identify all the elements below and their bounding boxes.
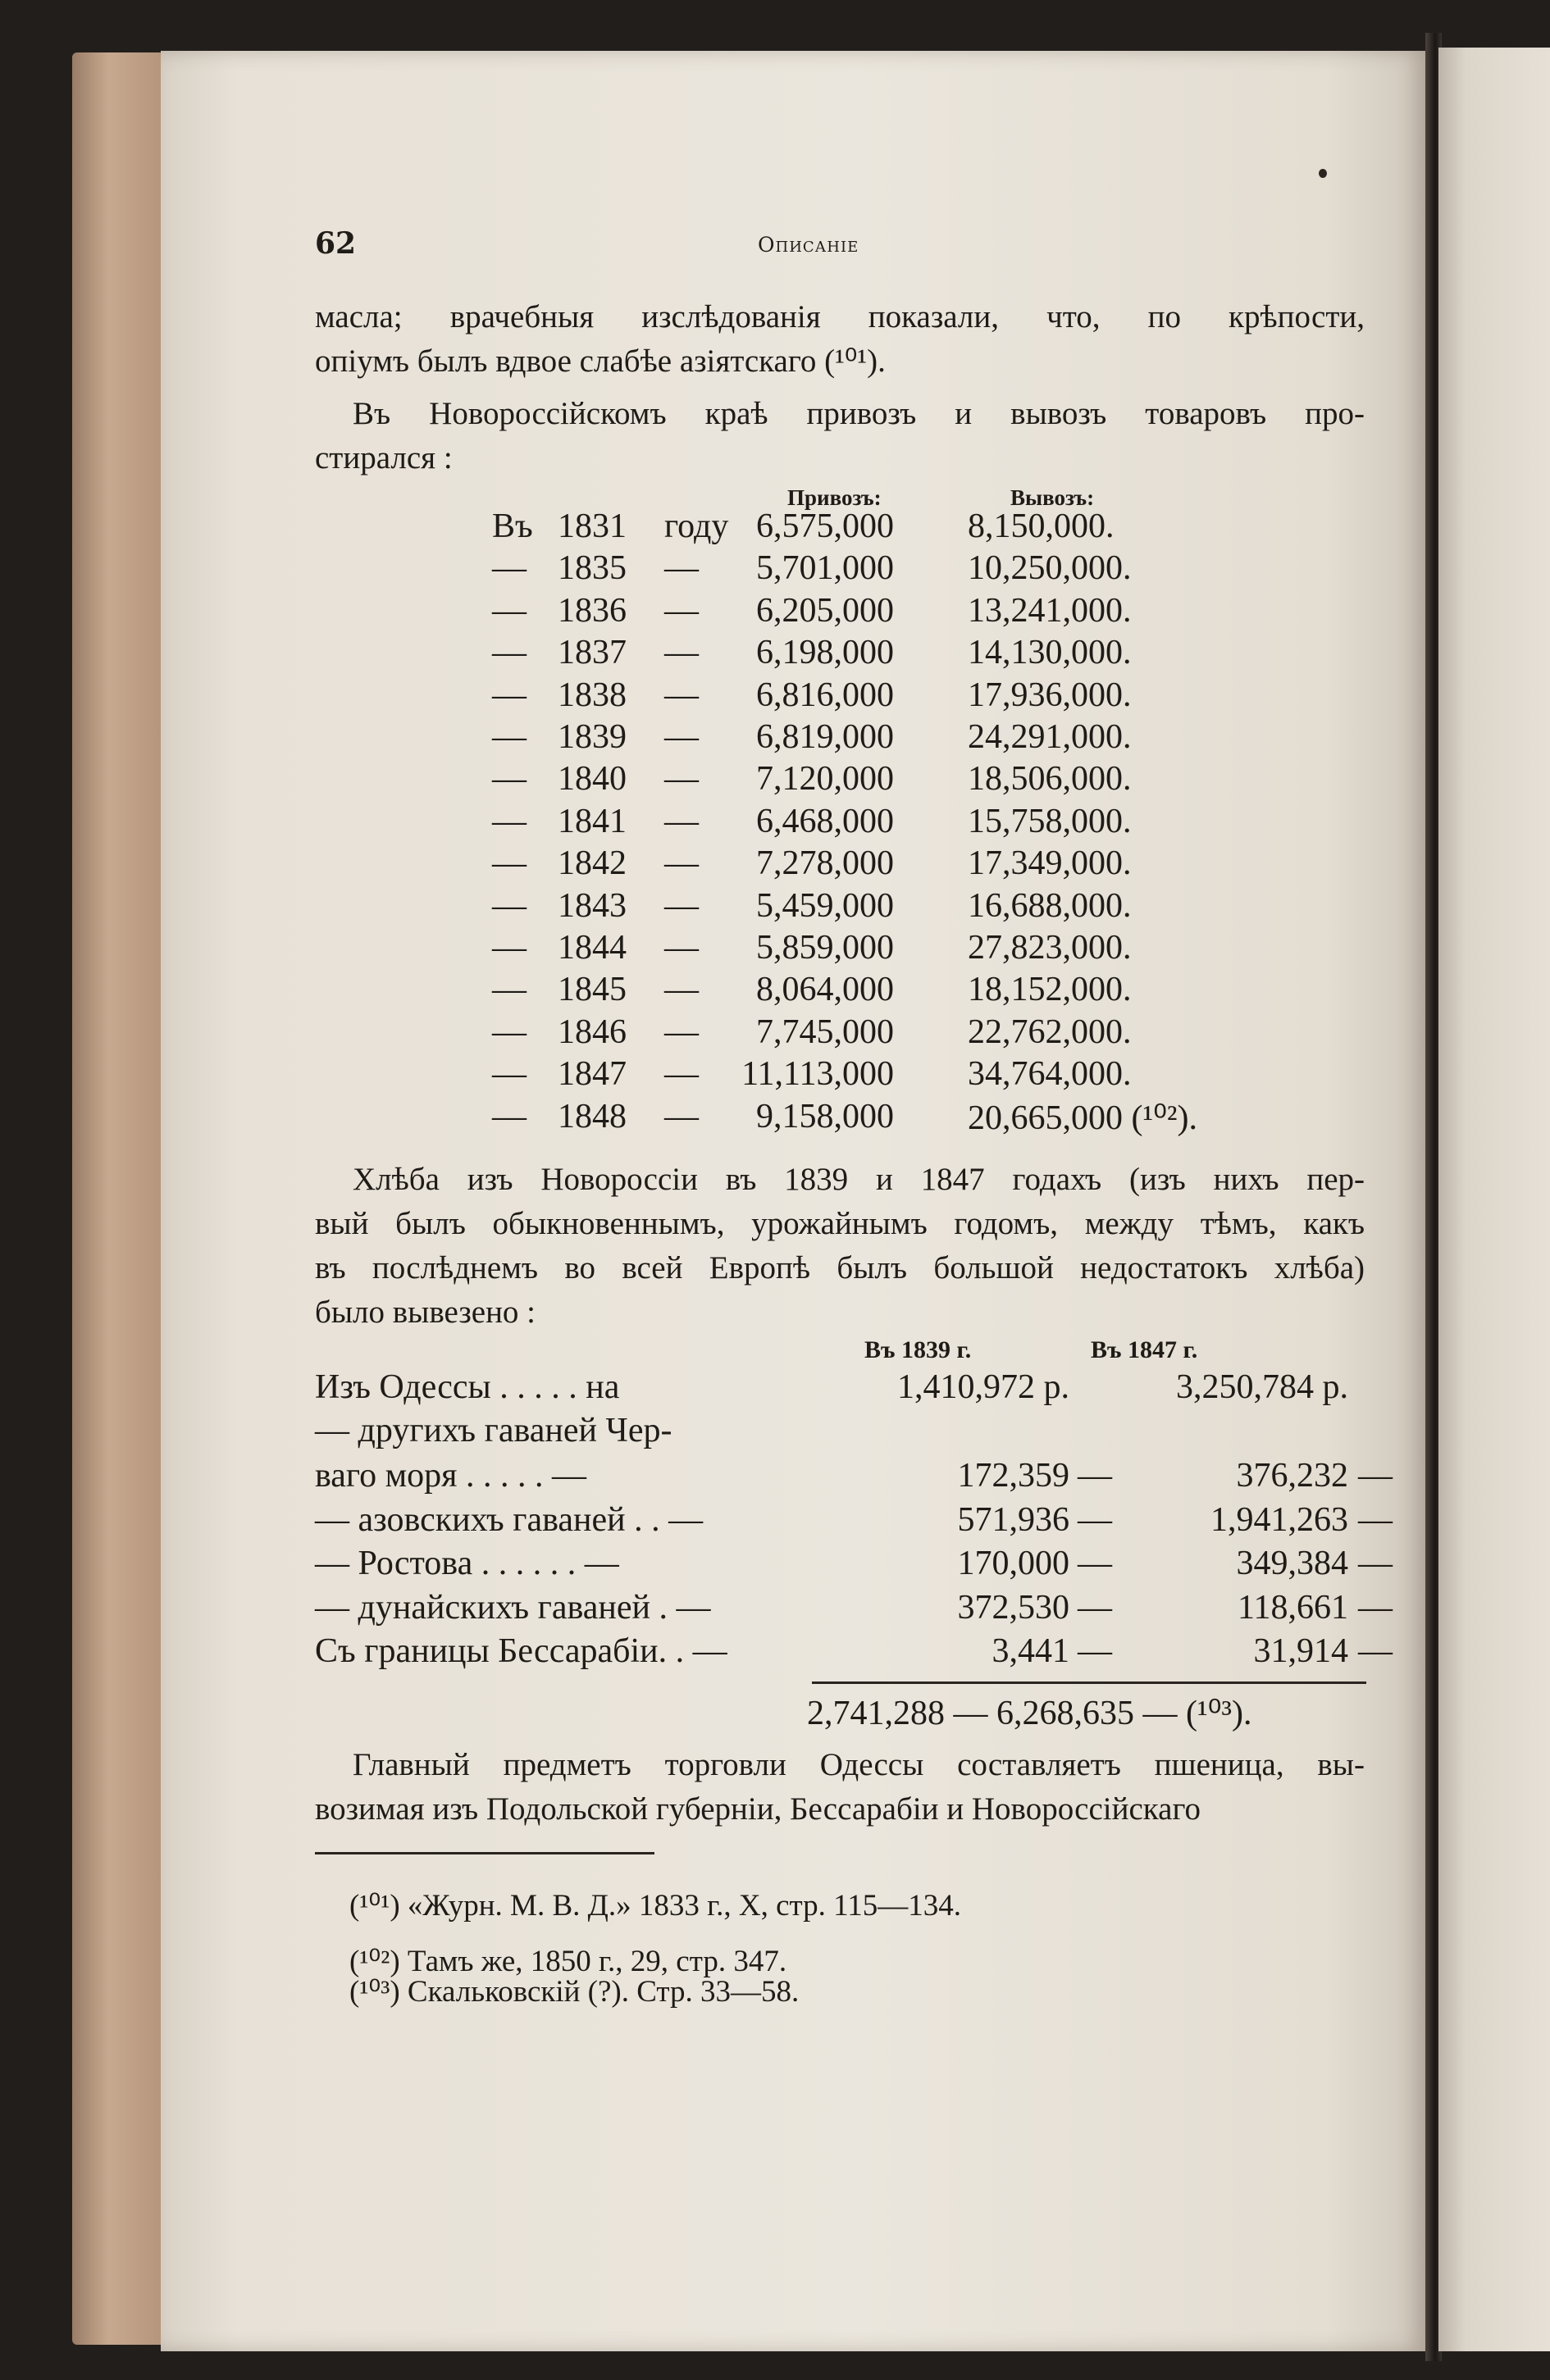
footnote-rule bbox=[315, 1852, 654, 1854]
paragraph-2 bbox=[315, 392, 1365, 480]
row-year: 1846 bbox=[558, 1013, 627, 1051]
grain-source: — азовскихъ гаваней . . — bbox=[315, 1501, 704, 1539]
row-prefix: — bbox=[492, 971, 527, 1009]
row-prefix: — bbox=[492, 549, 527, 588]
text-line: Главный предметъ торговли Одессы составляетъ пшеница, вы- bbox=[353, 1747, 1365, 1782]
paragraph-1 bbox=[315, 295, 1365, 384]
import-value: 5,859,000 bbox=[756, 929, 894, 967]
footnote: (¹⁰¹) «Журн. М. В. Д.» 1833 г., X, стр. 115—134. bbox=[349, 1889, 962, 1923]
dash: — bbox=[1078, 1589, 1112, 1627]
paragraph-3 bbox=[315, 1158, 1365, 1335]
value-1847: 31,914 bbox=[1253, 1632, 1348, 1670]
export-value: 20,665,000 (¹⁰²). bbox=[968, 1099, 1197, 1137]
grain-row bbox=[315, 1411, 1381, 1454]
row-mid: году bbox=[664, 507, 729, 545]
export-value: 8,150,000. bbox=[968, 507, 1115, 545]
text-line: опіумъ былъ вдвое слабѣе азіятскаго (¹⁰¹). bbox=[315, 344, 886, 379]
row-year: 1831 bbox=[558, 507, 627, 545]
import-value: 5,459,000 bbox=[756, 886, 894, 925]
paragraph-4 bbox=[315, 1743, 1365, 1832]
row-prefix: — bbox=[492, 1013, 527, 1051]
row-year: 1838 bbox=[558, 676, 627, 714]
import-value: 7,120,000 bbox=[756, 760, 894, 799]
row-prefix: — bbox=[492, 1055, 527, 1094]
text-line: возимая изъ Подольской губерніи, Бессарабіи и Новороссійскаго bbox=[315, 1791, 1201, 1827]
grain-source: Съ границы Бессарабіи. . — bbox=[315, 1632, 727, 1670]
grain-row bbox=[315, 1500, 1393, 1543]
grain-row bbox=[315, 1456, 1393, 1499]
row-prefix: — bbox=[492, 676, 527, 714]
row-prefix: — bbox=[492, 718, 527, 756]
export-value: 18,152,000. bbox=[968, 971, 1132, 1009]
export-value: 10,250,000. bbox=[968, 549, 1132, 588]
import-value: 8,064,000 bbox=[756, 971, 894, 1009]
row-mid: — bbox=[664, 1013, 699, 1051]
row-prefix: — bbox=[492, 634, 527, 672]
text-line: масла; врачебныя изслѣдованія показали, что, по крѣпости, bbox=[315, 299, 1365, 334]
row-prefix: — bbox=[492, 802, 527, 840]
grain-source: — другихъ гаваней Чер- bbox=[315, 1412, 672, 1449]
row-year: 1842 bbox=[558, 844, 627, 883]
export-value: 17,349,000. bbox=[968, 844, 1132, 883]
row-mid: — bbox=[664, 971, 699, 1009]
dash: — bbox=[1358, 1501, 1393, 1539]
row-year: 1843 bbox=[558, 886, 627, 925]
value-1847: 376,232 bbox=[1236, 1457, 1348, 1495]
export-value: 16,688,000. bbox=[968, 886, 1132, 925]
value-1847: 1,941,263 bbox=[1210, 1501, 1348, 1539]
row-mid: — bbox=[664, 676, 699, 714]
row-mid: — bbox=[664, 844, 699, 883]
import-value: 5,701,000 bbox=[756, 549, 894, 588]
row-year: 1841 bbox=[558, 802, 627, 840]
row-mid: — bbox=[664, 886, 699, 925]
export-value: 18,506,000. bbox=[968, 760, 1132, 799]
row-mid: — bbox=[664, 634, 699, 672]
row-year: 1839 bbox=[558, 718, 627, 756]
export-value: 14,130,000. bbox=[968, 634, 1132, 672]
row-year: 1835 bbox=[558, 549, 627, 588]
row-mid: — bbox=[664, 718, 699, 756]
footnote: (¹⁰³) Скальковскій (?). Стр. 33—58. bbox=[349, 1975, 800, 2009]
row-prefix: — bbox=[492, 1097, 527, 1135]
row-mid: — bbox=[664, 1097, 699, 1135]
text-line: въ послѣднемъ во всей Европѣ былъ большой недостатокъ хлѣба) bbox=[315, 1250, 1365, 1286]
table1-import-header: Привозъ: bbox=[787, 485, 882, 510]
grain-total: 2,741,288 — 6,268,635 — (¹⁰³). bbox=[807, 1695, 1252, 1732]
value-1839: 170,000 bbox=[957, 1545, 1069, 1582]
row-prefix: — bbox=[492, 760, 527, 799]
value-1839: 571,936 bbox=[957, 1501, 1069, 1539]
value-1847: 349,384 bbox=[1236, 1545, 1348, 1582]
row-year: 1836 bbox=[558, 591, 627, 630]
row-year: 1845 bbox=[558, 971, 627, 1009]
grain-row bbox=[315, 1631, 1393, 1674]
import-value: 7,745,000 bbox=[756, 1013, 894, 1051]
grain-row bbox=[315, 1367, 1381, 1410]
import-value: 11,113,000 bbox=[741, 1055, 894, 1094]
row-prefix: — bbox=[492, 844, 527, 883]
grain-source: — Ростова . . . . . . — bbox=[315, 1545, 619, 1582]
value-1839: 1,410,972 р. bbox=[897, 1368, 1069, 1406]
row-year: 1844 bbox=[558, 929, 627, 967]
import-value: 6,198,000 bbox=[756, 634, 894, 672]
row-mid: — bbox=[664, 929, 699, 967]
grain-source: ваго моря . . . . . — bbox=[315, 1457, 586, 1495]
text-line: вый былъ обыкновеннымъ, урожайнымъ годомъ, между тѣмъ, какъ bbox=[315, 1206, 1365, 1241]
import-value: 9,158,000 bbox=[756, 1097, 894, 1135]
import-value: 6,819,000 bbox=[756, 718, 894, 756]
facing-page bbox=[1438, 48, 1550, 2351]
import-value: 6,468,000 bbox=[756, 802, 894, 840]
row-mid: — bbox=[664, 760, 699, 799]
dash: — bbox=[1078, 1632, 1112, 1670]
value-1839: 172,359 bbox=[957, 1457, 1069, 1495]
dash: — bbox=[1078, 1545, 1112, 1582]
page-header bbox=[315, 226, 1373, 267]
export-value: 34,764,000. bbox=[968, 1055, 1132, 1094]
export-value: 22,762,000. bbox=[968, 1013, 1132, 1051]
export-value: 13,241,000. bbox=[968, 591, 1132, 630]
value-1839: 372,530 bbox=[957, 1589, 1069, 1627]
row-mid: — bbox=[664, 549, 699, 588]
dash: — bbox=[1078, 1457, 1112, 1495]
table2-1847-header: Въ 1847 г. bbox=[1091, 1336, 1198, 1363]
ink-speck bbox=[1319, 169, 1327, 178]
dash: — bbox=[1358, 1589, 1393, 1627]
grain-source: — дунайскихъ гаваней . — bbox=[315, 1589, 711, 1627]
row-year: 1837 bbox=[558, 634, 627, 672]
import-value: 6,575,000 bbox=[756, 507, 894, 545]
text-line: Въ Новороссійскомъ краѣ привозъ и вывозъ товаровъ про- bbox=[353, 396, 1365, 431]
row-mid: — bbox=[664, 1055, 699, 1094]
import-value: 6,205,000 bbox=[756, 591, 894, 630]
value-1847: 3,250,784 р. bbox=[1176, 1368, 1348, 1406]
row-prefix: — bbox=[492, 886, 527, 925]
dash: — bbox=[1358, 1457, 1393, 1495]
row-mid: — bbox=[664, 591, 699, 630]
grain-source: Изъ Одессы . . . . . на bbox=[315, 1368, 620, 1406]
dash: — bbox=[1358, 1545, 1393, 1582]
value-1847: 118,661 bbox=[1238, 1589, 1348, 1627]
footnote: (¹⁰²) Тамъ же, 1850 г., 29, стр. 347. bbox=[349, 1945, 787, 1978]
text-line: Хлѣба изъ Новороссіи въ 1839 и 1847 годахъ (изъ нихъ пер- bbox=[353, 1162, 1365, 1197]
export-value: 24,291,000. bbox=[968, 718, 1132, 756]
import-value: 7,278,000 bbox=[756, 844, 894, 883]
value-1839: 3,441 bbox=[992, 1632, 1069, 1670]
grain-total-row bbox=[315, 1692, 1381, 1735]
row-year: 1840 bbox=[558, 760, 627, 799]
page-edges bbox=[72, 52, 164, 2345]
export-value: 27,823,000. bbox=[968, 929, 1132, 967]
row-prefix: — bbox=[492, 929, 527, 967]
table1-export-header: Вывозъ: bbox=[1010, 485, 1095, 510]
grain-row bbox=[315, 1544, 1393, 1586]
dash: — bbox=[1078, 1501, 1112, 1539]
text-line: стирался : bbox=[315, 440, 453, 476]
import-value: 6,816,000 bbox=[756, 676, 894, 714]
sum-rule bbox=[812, 1681, 1366, 1684]
row-prefix: Въ bbox=[492, 507, 533, 545]
row-mid: — bbox=[664, 802, 699, 840]
export-value: 15,758,000. bbox=[968, 802, 1132, 840]
row-prefix: — bbox=[492, 591, 527, 630]
text-line: было вывезено : bbox=[315, 1295, 536, 1330]
row-year: 1848 bbox=[558, 1097, 627, 1135]
page-number: 62 bbox=[315, 226, 357, 261]
dash: — bbox=[1358, 1632, 1393, 1670]
export-value: 17,936,000. bbox=[968, 676, 1132, 714]
row-year: 1847 bbox=[558, 1055, 627, 1094]
running-head: Описаніе bbox=[758, 233, 859, 257]
table2-1839-header: Въ 1839 г. bbox=[864, 1336, 972, 1363]
grain-row bbox=[315, 1588, 1393, 1631]
